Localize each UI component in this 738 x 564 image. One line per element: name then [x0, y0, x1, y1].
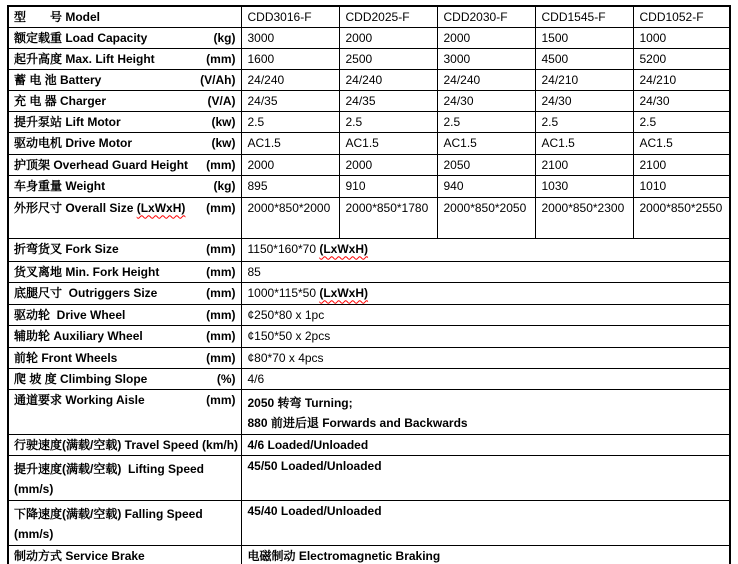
spec-value-cell: 24/30 [437, 90, 535, 111]
spec-value-cell: 3000 [437, 48, 535, 69]
misspelled-token: (LxWxH) [136, 200, 186, 215]
spec-value-cell: 895 [241, 175, 339, 197]
table-row-charger [8, 90, 730, 111]
spec-value-cell: 2000*850*2550 [633, 197, 730, 238]
spec-value-cell: 24/240 [241, 69, 339, 90]
row-label: 提升速度(满载/空载) Lifting Speed [14, 461, 204, 476]
spec-value-cell: 5200 [633, 48, 730, 69]
row-label: 蓄 电 池 Battery [14, 72, 102, 87]
forklift-spec-table [7, 5, 731, 564]
spec-value-cell: 24/240 [437, 69, 535, 90]
table-row-drive-wheel [8, 304, 730, 325]
spec-value-cell: AC1.5 [339, 132, 437, 154]
table-row-overall-size [8, 197, 730, 238]
row-label: 充 电 器 Charger [14, 93, 107, 108]
unit-label: (V/Ah) [200, 72, 236, 87]
row-label: 护顶架 Overhead Guard Height [14, 157, 189, 172]
row-label-cell [8, 261, 241, 282]
spec-value-cell: 2.5 [633, 111, 730, 132]
merged-value-cell: ¢250*80 x 1pc [241, 304, 730, 325]
spec-value-cell: 24/35 [339, 90, 437, 111]
misspelled-token: (LxWxH) [319, 285, 369, 300]
unit-label: (kw) [211, 135, 236, 150]
merged-value-cell: 4/6 Loaded/Unloaded [241, 434, 730, 455]
row-label-cell [8, 90, 241, 111]
row-label-unit: (mm/s) [14, 481, 54, 496]
row-label: 提升泵站 Lift Motor [14, 114, 121, 129]
aisle-turning-value: 2050 转弯 Turning; [247, 395, 353, 410]
model-name-cell: CDD2030-F [437, 6, 535, 27]
spec-value-cell: 2000 [339, 27, 437, 48]
table-row-load-capacity [8, 27, 730, 48]
spec-value-cell: 24/210 [633, 69, 730, 90]
spec-value-cell: 24/30 [535, 90, 633, 111]
spec-value-cell: 1000 [633, 27, 730, 48]
spec-value-cell: 2000*850*2300 [535, 197, 633, 238]
model-name-cell: CDD3016-F [241, 6, 339, 27]
spec-value-cell: 2.5 [339, 111, 437, 132]
unit-label: (mm) [206, 392, 236, 407]
spec-value-cell: 2000*850*2050 [437, 197, 535, 238]
row-label: 外形尺寸 Overall Size (LxWxH) [14, 200, 186, 215]
row-label: 驱动轮 Drive Wheel [14, 307, 126, 322]
row-label-cell [8, 69, 241, 90]
table-row-service-brake [8, 545, 730, 564]
spec-value-cell: AC1.5 [633, 132, 730, 154]
table-row-climbing-slope [8, 368, 730, 389]
spec-value-cell: 24/210 [535, 69, 633, 90]
table-row-lift-motor [8, 111, 730, 132]
spec-value-cell: 2000 [241, 154, 339, 175]
row-label: 额定载重 Load Capacity [14, 30, 148, 45]
row-label-cell [8, 132, 241, 154]
spec-value-cell: 2.5 [437, 111, 535, 132]
unit-label: (mm) [206, 241, 236, 256]
row-label-cell [8, 434, 241, 455]
spec-value-cell: 24/240 [339, 69, 437, 90]
row-label-cell [8, 304, 241, 325]
model-name-cell: CDD1545-F [535, 6, 633, 27]
table-row-min-fork-height [8, 261, 730, 282]
row-label-cell [8, 238, 241, 261]
merged-value-cell: ¢80*70 x 4pcs [241, 347, 730, 368]
table-row-lifting-speed [8, 455, 730, 500]
row-label-cell [8, 282, 241, 304]
table-row-lift-height [8, 48, 730, 69]
model-header-row [8, 6, 730, 27]
spec-value-cell: 2000*850*1780 [339, 197, 437, 238]
spec-value-cell: 24/35 [241, 90, 339, 111]
row-label-cell [8, 111, 241, 132]
spec-value-cell: 2100 [535, 154, 633, 175]
spec-value-cell: 4500 [535, 48, 633, 69]
unit-label: (%) [216, 371, 236, 386]
row-label: 通道要求 Working Aisle [14, 392, 145, 407]
merged-value-cell: 45/50 Loaded/Unloaded [241, 455, 730, 500]
model-name-cell: CDD1052-F [633, 6, 730, 27]
spec-value-cell: 2000*850*2000 [241, 197, 339, 238]
merged-value-cell: 85 [241, 261, 730, 282]
spec-value-cell: 1600 [241, 48, 339, 69]
unit-label: (mm) [206, 264, 236, 279]
unit-label: (mm) [206, 51, 236, 66]
table-row-weight [8, 175, 730, 197]
unit-label: (mm) [206, 200, 236, 215]
row-label-cell [8, 48, 241, 69]
row-label-cell [8, 545, 241, 564]
row-label: 货叉离地 Min. Fork Height [14, 264, 160, 279]
table-row-working-aisle [8, 389, 730, 434]
row-label-cell [8, 368, 241, 389]
spec-value-cell: 2050 [437, 154, 535, 175]
row-label: 行驶速度(满载/空载) Travel Speed (km/h) [14, 437, 239, 452]
spec-value-cell: 940 [437, 175, 535, 197]
spec-value-cell: AC1.5 [241, 132, 339, 154]
row-label: 车身重量 Weight [14, 178, 106, 193]
table-row-falling-speed [8, 500, 730, 545]
unit-label: (mm) [206, 350, 236, 365]
table-row-fork-size [8, 238, 730, 261]
row-label: 制动方式 Service Brake [14, 548, 145, 563]
row-label-cell [8, 347, 241, 368]
misspelled-token: (LxWxH) [319, 241, 369, 256]
unit-label: (mm) [206, 285, 236, 300]
merged-value-cell: ¢150*50 x 2pcs [241, 325, 730, 347]
row-label: 爬 坡 度 Climbing Slope [14, 371, 148, 386]
spec-value-cell: 2500 [339, 48, 437, 69]
spec-value-cell: 910 [339, 175, 437, 197]
spec-value-cell: AC1.5 [437, 132, 535, 154]
row-label: 驱动电机 Drive Motor [14, 135, 133, 150]
merged-value-cell: 1000*115*50 (LxWxH) [241, 282, 730, 304]
spec-value-cell: AC1.5 [535, 132, 633, 154]
merged-value-cell: 4/6 [241, 368, 730, 389]
table-row-battery [8, 69, 730, 90]
row-label-cell [8, 27, 241, 48]
table-row-overhead-guard [8, 154, 730, 175]
spec-value-cell: 2.5 [535, 111, 633, 132]
spec-value-cell: 24/30 [633, 90, 730, 111]
unit-label: (mm) [206, 328, 236, 343]
row-label: 底腿尺寸 Outriggers Size [14, 285, 158, 300]
model-header-label-cell [8, 6, 241, 27]
table-row-front-wheels [8, 347, 730, 368]
merged-value-cell: 1150*160*70 (LxWxH) [241, 238, 730, 261]
row-label: 前轮 Front Wheels [14, 350, 118, 365]
merged-value-cell [241, 389, 730, 434]
row-label-cell [8, 325, 241, 347]
row-label-cell [8, 455, 241, 500]
unit-label: (kw) [211, 114, 236, 129]
row-label: 下降速度(满载/空载) Falling Speed [14, 506, 203, 521]
table-row-drive-motor [8, 132, 730, 154]
model-header-label: 型 号 Model [14, 10, 100, 24]
spec-value-cell: 2000 [339, 154, 437, 175]
spec-value-cell: 2100 [633, 154, 730, 175]
unit-label: (kg) [213, 178, 236, 193]
aisle-forward-backward-value: 880 前进后退 Forwards and Backwards [247, 415, 468, 430]
row-label: 折弯货叉 Fork Size [14, 241, 119, 256]
unit-label: (mm) [206, 307, 236, 322]
merged-value-cell: 电磁制动 Electromagnetic Braking [241, 545, 730, 564]
row-label-cell [8, 500, 241, 545]
merged-value-cell: 45/40 Loaded/Unloaded [241, 500, 730, 545]
unit-label: (kg) [213, 30, 236, 45]
spec-value-cell: 3000 [241, 27, 339, 48]
spec-value-cell: 1030 [535, 175, 633, 197]
row-label: 辅助轮 Auxiliary Wheel [14, 328, 143, 343]
model-name-cell: CDD2025-F [339, 6, 437, 27]
unit-label: (mm) [206, 157, 236, 172]
table-row-travel-speed [8, 434, 730, 455]
row-label-cell [8, 389, 241, 434]
spec-value-cell: 2000 [437, 27, 535, 48]
row-label-unit: (mm/s) [14, 526, 54, 541]
row-label-cell [8, 154, 241, 175]
spec-value-cell: 2.5 [241, 111, 339, 132]
spec-value-cell: 1500 [535, 27, 633, 48]
table-row-outriggers-size [8, 282, 730, 304]
row-label-cell [8, 175, 241, 197]
spec-value-cell: 1010 [633, 175, 730, 197]
table-row-auxiliary-wheel [8, 325, 730, 347]
row-label: 起升高度 Max. Lift Height [14, 51, 155, 66]
row-label-cell [8, 197, 241, 238]
unit-label: (V/A) [207, 93, 236, 108]
